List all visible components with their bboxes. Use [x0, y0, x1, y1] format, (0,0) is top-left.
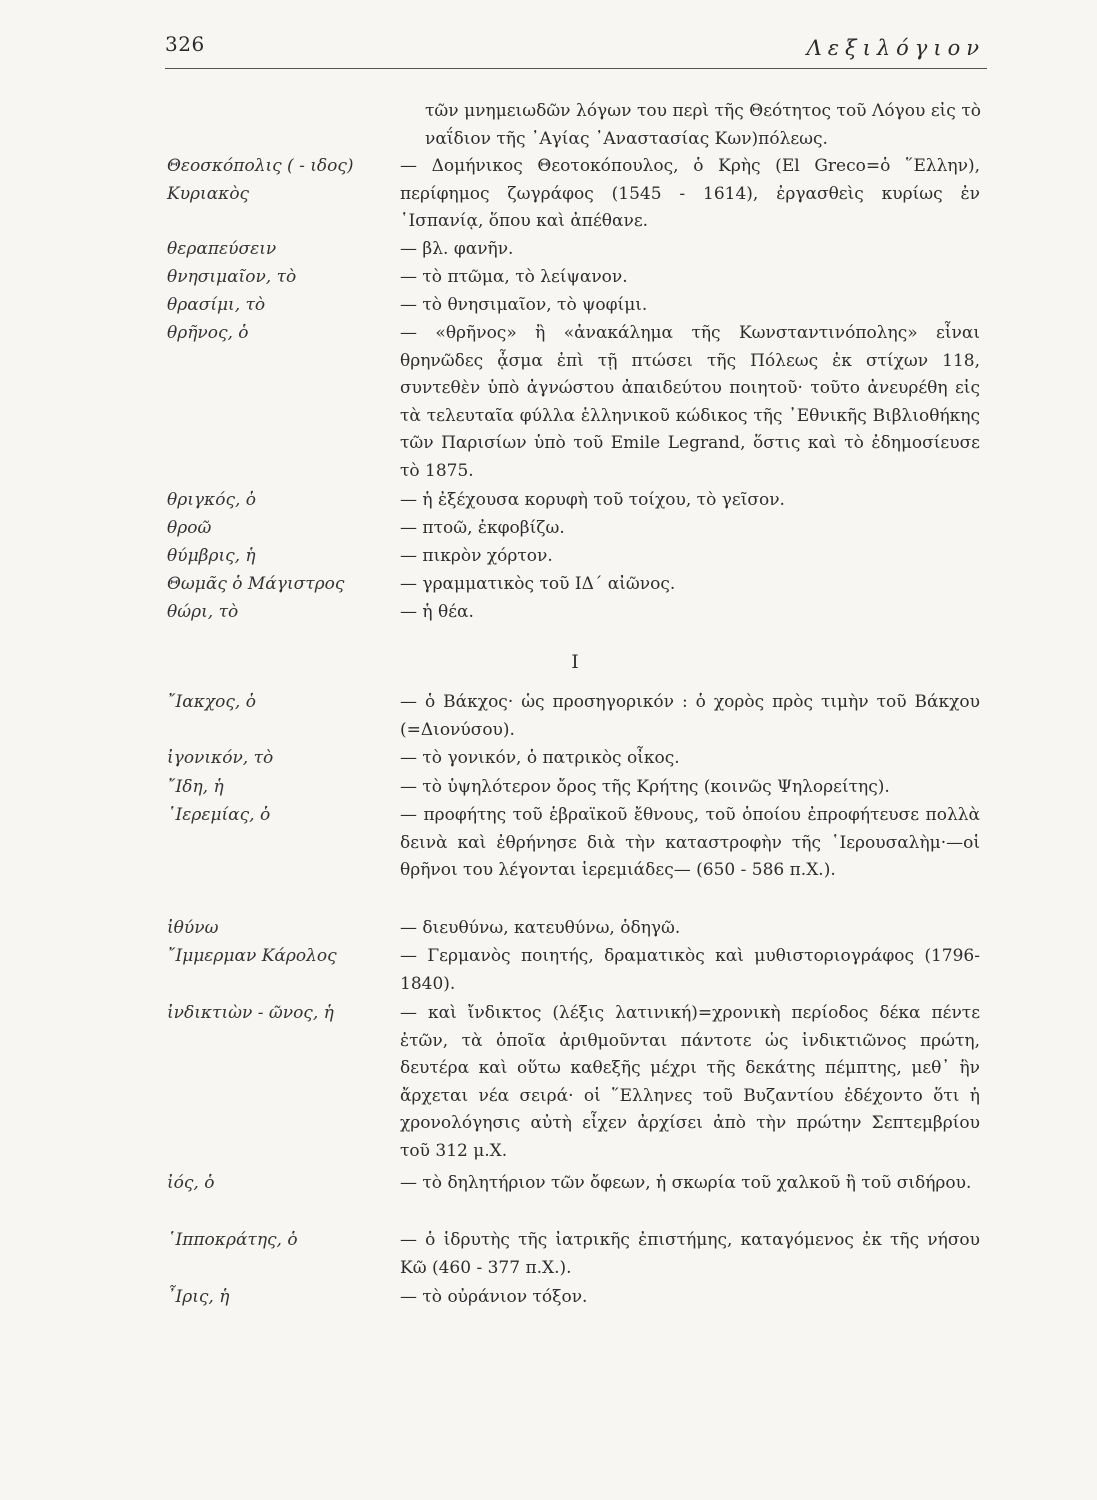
- entry-definition: — πικρὸν χόρτον.: [400, 546, 553, 566]
- entry-definition: — ὁ Βάκχος· ὡς προσηγορικόν : ὁ χορὸς πρὸς τιμὴν τοῦ Βάκχου (=Διονύσου).: [400, 692, 980, 740]
- entry-definition: — προφήτης τοῦ ἑβραϊκοῦ ἔθνους, τοῦ ὁποίου ἐπροφήτευσε πολλὰ δεινὰ καὶ ἐθρήνησε διὰ τὴν καταστροφὴν τῆς ῾Ιερουσαλὴμ·—οἱ θρῆνοι του λέγονται ἱερεμιάδες— (650 - 586 π.Χ.).: [400, 805, 980, 880]
- entry-term: ῾Ιπποκράτης, ὁ: [167, 1230, 298, 1250]
- entry-term: θώρι, τὸ: [167, 602, 239, 622]
- entry-definition: — Γερμανὸς ποιητής, δραματικὸς καὶ μυθιστοριογράφος (1796-1840).: [400, 946, 980, 994]
- section-letter: Ι: [571, 651, 579, 673]
- entry-term: θριγκός, ὁ: [167, 490, 257, 510]
- entry-term: ῾Ιερεμίας, ὁ: [167, 805, 271, 825]
- entry-term: θρασίμι, τὸ: [167, 295, 266, 315]
- entry-definition: — τὸ γονικόν, ὁ πατρικὸς οἶκος.: [400, 748, 680, 768]
- entry-definition: — τὸ δηλητήριον τῶν ὄφεων, ἡ σκωρία τοῦ χαλκοῦ ἢ τοῦ σιδήρου.: [400, 1173, 972, 1193]
- entry-term: ἰγονικόν, τὸ: [167, 748, 274, 768]
- entry-term: ῏Ιρις, ἡ: [167, 1287, 230, 1307]
- entry-term: ῎Ιδη, ἡ: [167, 777, 224, 797]
- entry-definition: — Δομήνικος Θεοτοκόπουλος, ὁ Κρὴς (El Greco=ὁ ῞Ελλην), περίφημος ζωγράφος (1545 - 1614), ἐργασθεὶς κυρίως ἐν ῾Ισπανίᾳ, ὅπου καὶ ἀπέθανε.: [400, 156, 980, 231]
- entry-term: ἰνδικτιὼν - ῶνος, ἡ: [167, 1003, 334, 1023]
- page-header: [165, 32, 985, 64]
- entry-term: θεραπεύσειν: [167, 239, 277, 259]
- entry-term: Θεοσκόπολις ( - ιδος) Κυριακὸς: [167, 156, 354, 204]
- continuation-text: τῶν μνημειωδῶν λόγων του περὶ τῆς Θεότητος τοῦ Λόγου εἰς τὸ ναΐδιον τῆς ᾿Αγίας ᾿Αναστασίας Κων)πόλεως.: [425, 101, 981, 149]
- entry-definition: — τὸ οὐράνιον τόξον.: [400, 1287, 588, 1307]
- entry-definition: — πτοῶ, ἐκφοβίζω.: [400, 518, 565, 538]
- entry-definition: — ἡ ἐξέχουσα κορυφὴ τοῦ τοίχου, τὸ γεῖσον.: [400, 490, 785, 510]
- entry-definition: — καὶ ἴνδικτος (λέξις λατινική)=χρονικὴ περίοδος δέκα πέντε ἐτῶν, τὰ ὁποῖα ἀριθμοῦνται πάντοτε ὡς ἰνδικτιῶνος πρώτη, δευτέρα καὶ οὕτω καθεξῆς μέχρι τῆς δεκάτης πέμπτης, μεθ᾿ ἣν ἄρχεται νέα σειρά· οἱ ῞Ελληνες τοῦ Βυζαντίου ἐδέχοντο ὅτι ἡ χρονολόγησις αὐτὴ εἶχεν ἀρχίσει ἀπὸ τὴν πρώτην Σεπτεμβρίου τοῦ 312 μ.Χ.: [400, 1003, 980, 1161]
- entry-definition: — ὁ ἱδρυτὴς τῆς ἰατρικῆς ἐπιστήμης, καταγόμενος ἐκ τῆς νήσου Κῶ (460 - 377 π.Χ.).: [400, 1230, 980, 1278]
- entry-term: θροῶ: [167, 518, 212, 538]
- page-number: 326: [165, 32, 205, 56]
- entry-definition: — τὸ πτῶμα, τὸ λείψανον.: [400, 267, 628, 287]
- entry-definition: — «θρῆνος» ἢ «ἀνακάλημα τῆς Κωνσταντινόπολης» εἶναι θρηνῶδες ᾆσμα ἐπὶ τῇ πτώσει τῆς Πόλεως ἐκ στίχων 118, συντεθὲν ὑπὸ ἀγνώστου ἀπαιδεύτου ποιητοῦ· τοῦτο ἀνευρέθη εἰς τὰ τελευταῖα φύλλα ἑλληνικοῦ κώδικος τῆς ᾿Εθνικῆς Βιβλιοθήκης τῶν Παρισίων ὑπὸ τοῦ Emile Legrand, ὅστις καὶ τὸ ἐδημοσίευσε τὸ 1875.: [400, 323, 980, 481]
- header-rule: [165, 68, 987, 69]
- entry-definition: — γραμματικὸς τοῦ ΙΔ΄ αἰῶνος.: [400, 574, 676, 594]
- entry-definition: — βλ. φανῆν.: [400, 239, 514, 259]
- entry-definition: — τὸ θνησιμαῖον, τὸ ψοφίμι.: [400, 295, 648, 315]
- entry-definition: — τὸ ὑψηλότερον ὄρος τῆς Κρήτης (κοινῶς Ψηλορείτης).: [400, 777, 890, 797]
- entry-term: ῎Ιμμερμαν Κάρολος: [167, 946, 337, 966]
- entry-term: θνησιμαῖον, τὸ: [167, 267, 297, 287]
- entry-term: Θωμᾶς ὁ Μάγιστρος: [167, 574, 345, 594]
- entry-term: ἰός, ὁ: [167, 1173, 215, 1193]
- entry-definition: — διευθύνω, κατευθύνω, ὁδηγῶ.: [400, 918, 681, 938]
- entry-term: ἰθύνω: [167, 918, 219, 938]
- entry-term: ῎Ιακχος, ὁ: [167, 692, 256, 712]
- entry-definition: — ἡ θέα.: [400, 602, 474, 622]
- entry-term: θύμβρις, ἡ: [167, 546, 256, 566]
- entry-term: θρῆνος, ὁ: [167, 323, 249, 343]
- running-title: Λεξιλόγιον: [806, 36, 985, 60]
